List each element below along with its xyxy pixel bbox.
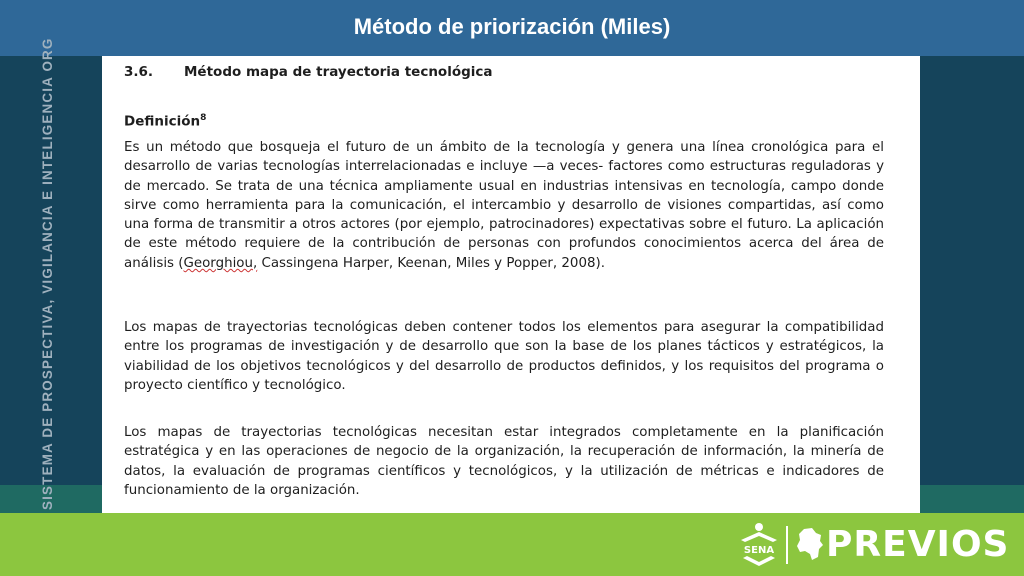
footnote-mark: 8 (200, 113, 207, 123)
citation-rest: Cassingena Harper, Keenan, Miles y Popper, 2008). (257, 255, 605, 271)
section-number: 3.6. (124, 64, 154, 80)
paragraph-definition (124, 138, 884, 273)
colombia-map-icon (794, 527, 824, 561)
logo-divider (786, 526, 788, 564)
sena-logo (737, 522, 781, 568)
sena-logo-arms (741, 532, 777, 542)
section-heading (124, 64, 493, 80)
side-text-container (38, 0, 60, 515)
definition-label: Definición (124, 113, 201, 130)
slide-title: Método de priorización (Miles) (353, 14, 671, 39)
sena-logo-head (755, 523, 763, 531)
side-vertical-text: SISTEMA DE PROSPECTIVA, VIGILANCIA E INTELIGENCIA ORG (40, 37, 55, 510)
sena-logo-text: SENA (743, 545, 775, 556)
citation-author: Georghiou, (183, 255, 258, 271)
sena-logo-base (743, 556, 775, 566)
brand-previos: PREVIOS (826, 524, 1010, 565)
paragraph-contents: Los mapas de trayectorias tecnológicas deben contener todos los elementos para asegurar la compatibilidad entre los programas de investigación y de desarrollo que son la base de los planes tácticos y estratégicos, la viabilidad de los objetivos tecnológicos y del desarrollo de productos definidos, y los requisitos del programa o proyecto científico y tecnológico. (124, 320, 884, 393)
paragraph-integration: Los mapas de trayectorias tecnológicas necesitan estar integrados completamente en la planificación estratégica y en las operaciones de negocio de la organización, la recuperación de información, la minería de datos, la evaluación de programas científicos y tecnológicos, y la utilización de métricas e indicadores de funcionamiento de la organización. (124, 425, 884, 498)
paragraph-definition-text: Es un método que bosqueja el futuro de un ámbito de la tecnología y genera una línea cronológica para el desarrollo de varias tecnologías interrelacionadas e incluye —a veces- factores como estructuras reguladoras y de mercado. Se trata de una técnica ampliamente usual en industrias intensivas en tecnología, campo donde sirve como herramienta para la comunicación, el intercambio y desarrollo de visiones compartidas, así como una forma de transmitir a otros actores (por ejemplo, patrocinadores) expectativas sobre el futuro. La aplicación de este método requiere de la contribución de personas con profundos conocimientos acerca del área de análisis ( (124, 140, 884, 271)
section-title: Método mapa de trayectoria tecnológica (184, 64, 493, 80)
definition-heading (124, 113, 206, 130)
document-page (102, 56, 920, 516)
